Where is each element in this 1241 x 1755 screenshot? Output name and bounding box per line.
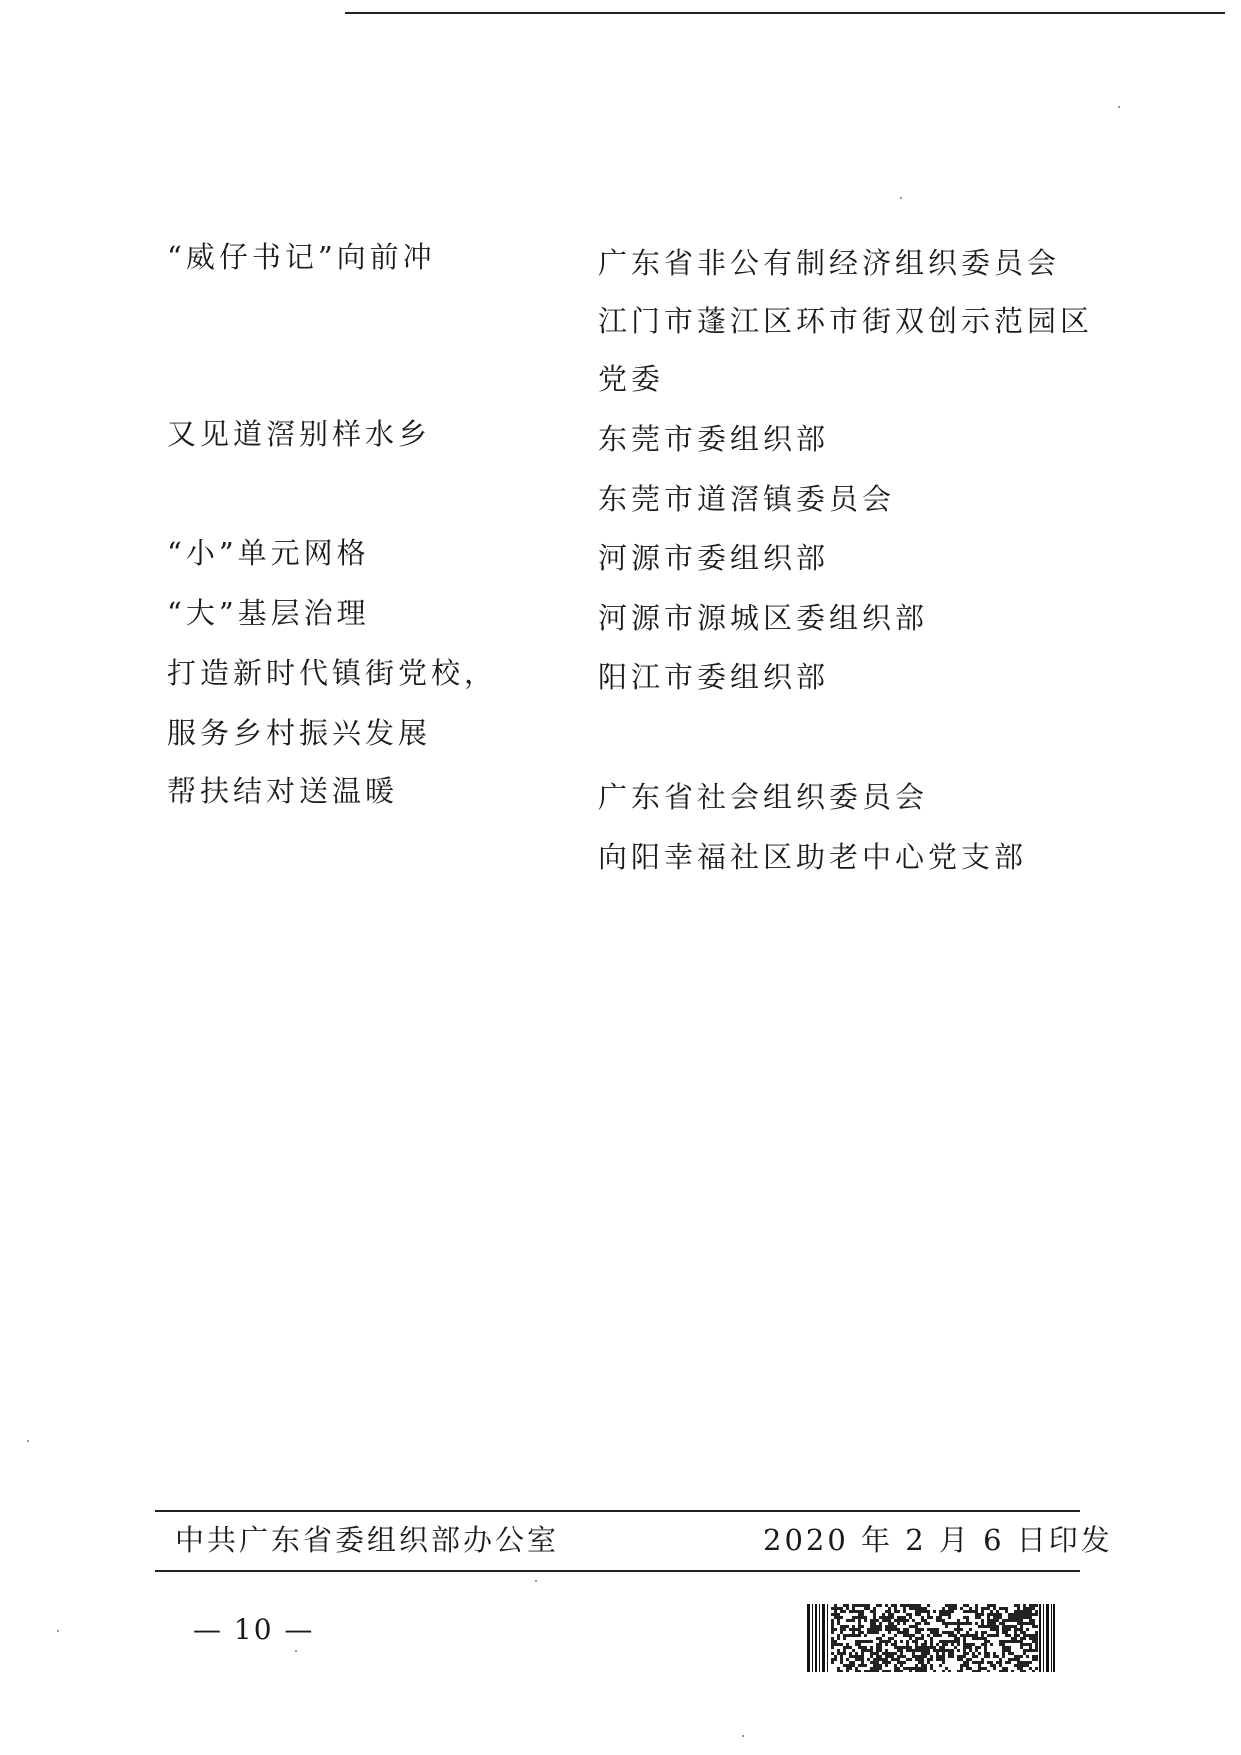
entry-title: “大”基层治理 — [167, 596, 370, 630]
entry-organization: 河源市源城区委组织部 — [598, 601, 929, 635]
footer-top-rule — [155, 1510, 1080, 1512]
issue-date: 2020 年 2 月 6 日印发 — [763, 1523, 1113, 1557]
top-rule — [345, 12, 1225, 14]
scan-speck — [57, 1630, 59, 1632]
entry-organization: 东莞市道滘镇委员会 — [598, 482, 896, 516]
scan-speck — [900, 197, 902, 199]
scan-speck — [27, 1440, 29, 1442]
entry-title: 服务乡村振兴发展 — [167, 716, 432, 750]
issuer: 中共广东省委组织部办公室 — [175, 1523, 560, 1557]
entry-organization: 河源市委组织部 — [598, 541, 830, 575]
entry-organization: 广东省非公有制经济组织委员会 — [598, 246, 1061, 280]
entry-title: 又见道滘别样水乡 — [167, 417, 432, 451]
entry-organization: 阳江市委组织部 — [598, 660, 830, 694]
entry-title: “小”单元网格 — [167, 536, 370, 570]
entry-title: 帮扶结对送温暖 — [167, 774, 399, 808]
entry-organization: 江门市蓬江区环市街双创示范园区 — [598, 304, 1094, 338]
scan-speck — [535, 1580, 537, 1582]
entry-title: “威仔书记”向前冲 — [167, 240, 436, 274]
page-number: — 10 — — [193, 1613, 315, 1646]
scan-speck — [1118, 106, 1120, 108]
barcode-icon — [807, 1604, 1055, 1672]
entry-title: 打造新时代镇街党校， — [167, 656, 498, 690]
entry-organization: 广东省社会组织委员会 — [598, 780, 929, 814]
entry-organization: 党委 — [598, 362, 665, 396]
footer-bottom-rule — [155, 1570, 1080, 1572]
entry-organization: 东莞市委组织部 — [598, 422, 830, 456]
scan-speck — [742, 1735, 744, 1737]
entry-organization: 向阳幸福社区助老中心党支部 — [598, 840, 1028, 874]
scan-speck — [295, 1650, 297, 1652]
